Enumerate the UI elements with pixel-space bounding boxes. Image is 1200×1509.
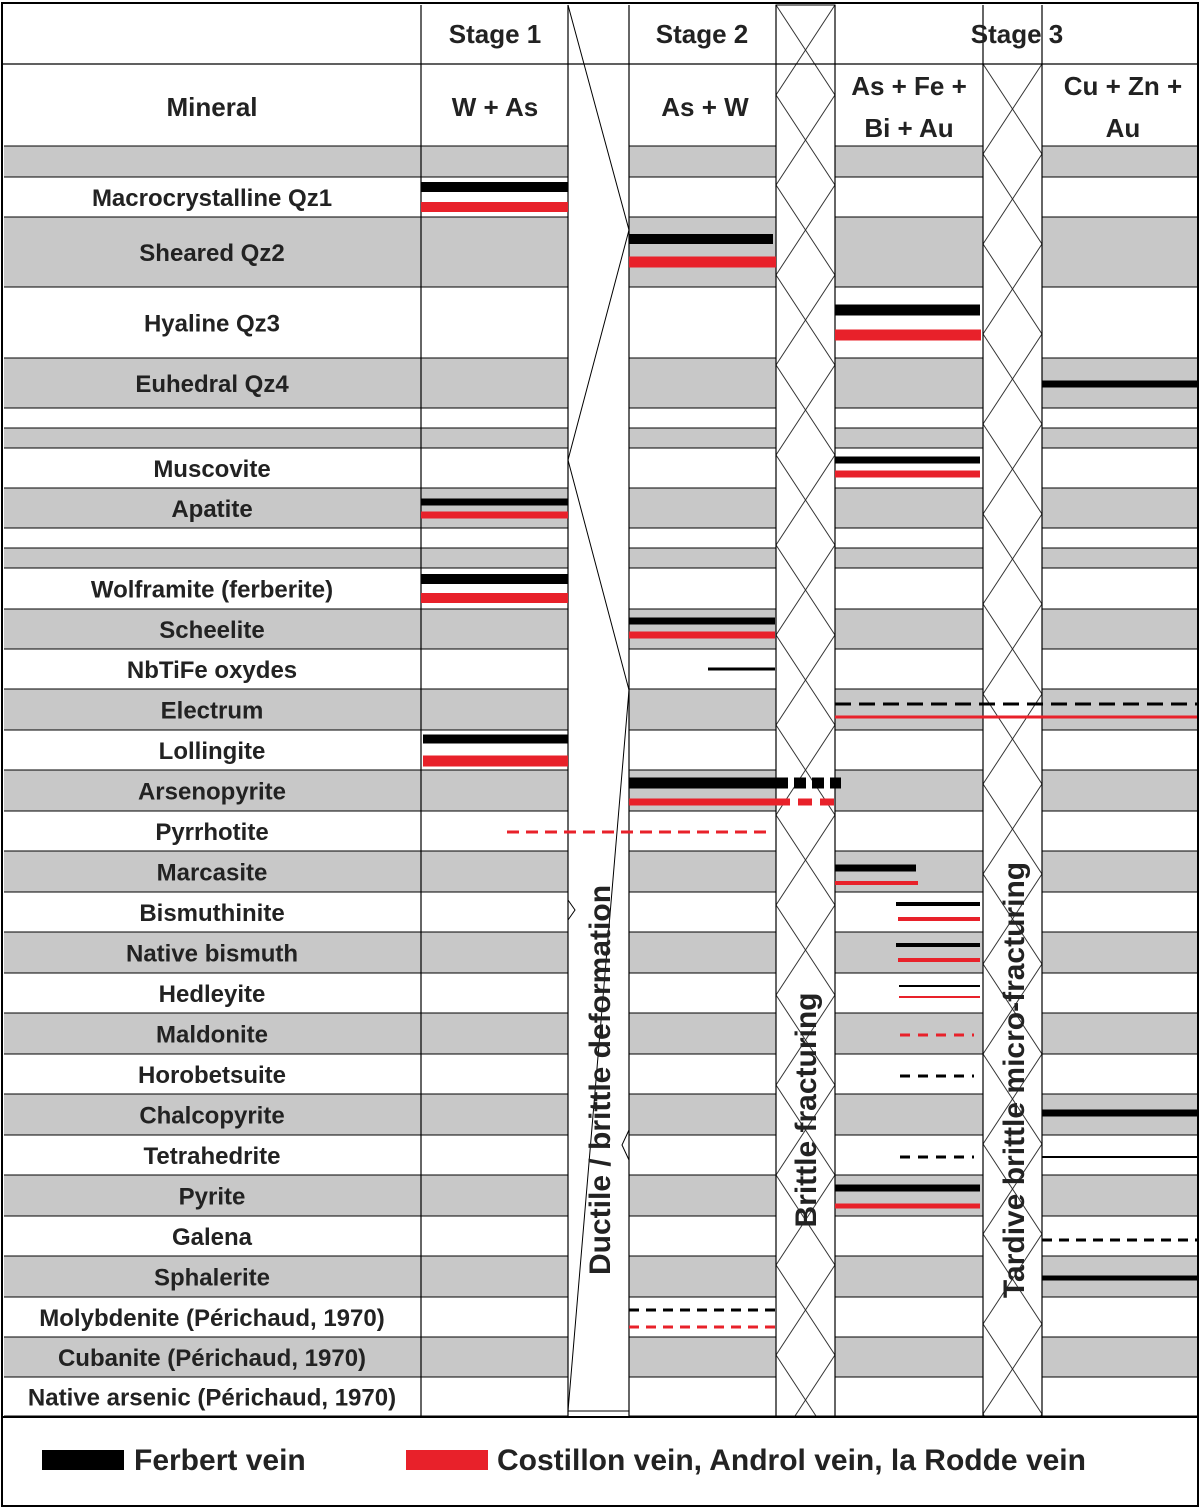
row-shade [629, 1175, 776, 1216]
row-shade [629, 932, 776, 973]
row-shade [421, 689, 568, 730]
mineral-label: Hedleyite [158, 981, 266, 1008]
brittle-label: Brittle fracturing [790, 992, 823, 1228]
row-shade [421, 488, 568, 528]
mineral-label: Molybdenite (Périchaud, 1970) [39, 1305, 385, 1332]
row-shade [421, 609, 568, 649]
row-shade [1042, 428, 1197, 448]
row-shade [629, 609, 776, 649]
legend-costillon-swatch [406, 1450, 488, 1470]
mineral-label: Electrum [160, 697, 264, 725]
tardive-label: Tardive brittle micro-fracturing [998, 861, 1031, 1299]
row-shade [1042, 548, 1197, 568]
row-shade [629, 851, 776, 892]
mineral-label: Tetrahedrite [143, 1143, 281, 1170]
mineral-label: Wolframite (ferberite) [90, 576, 334, 604]
row-shade [421, 217, 568, 287]
row-shade [835, 770, 983, 811]
mineral-label: Arsenopyrite [137, 778, 287, 806]
row-shade [4, 146, 421, 177]
mineral-label: Sheared Qz2 [139, 240, 285, 267]
row-shade [421, 932, 568, 973]
stage3b-subheader-line1: Cu + Zn + [1063, 71, 1183, 101]
row-shade [629, 1013, 776, 1054]
mineral-label: Macrocrystalline Qz1 [91, 185, 333, 212]
row-shade [1042, 851, 1197, 892]
row-shade [1042, 1337, 1197, 1377]
row-shade [1042, 770, 1197, 811]
row-shade [835, 488, 983, 528]
row-shade [1042, 609, 1197, 649]
row-shade [629, 1256, 776, 1297]
mineral-label: Cubanite (Périchaud, 1970) [57, 1345, 367, 1372]
row-shade [629, 146, 776, 177]
row-shade [1042, 488, 1197, 528]
stage3a-subheader-line2: Bi + Au [864, 113, 954, 143]
mineral-label: Horobetsuite [137, 1062, 287, 1089]
row-shade [1042, 689, 1197, 730]
stage3b-subheader-line2: Au [1105, 113, 1141, 143]
mineral-label: Maldonite [156, 1021, 268, 1049]
stage2-subheader: As + W [661, 92, 749, 122]
mineral-label: Sphalerite [153, 1264, 271, 1292]
row-shade [421, 1256, 568, 1297]
row-shade [421, 428, 568, 448]
stage1-header: Stage 1 [448, 19, 542, 49]
row-shade [421, 1337, 568, 1377]
legend-ferbert-label: Ferbert vein [134, 1444, 306, 1477]
row-shade [835, 609, 983, 649]
mineral-label: Apatite [171, 496, 253, 523]
row-shade [4, 548, 421, 568]
row-shade [629, 689, 776, 730]
stage1-subheader: W + As [451, 92, 539, 122]
row-shade [835, 932, 983, 973]
row-shade [421, 770, 568, 811]
row-shade [421, 548, 568, 568]
row-shade [835, 1175, 983, 1216]
row-shade [835, 689, 983, 730]
mineral-label: Galena [171, 1224, 253, 1251]
mineral-label: Native arsenic (Périchaud, 1970) [27, 1384, 397, 1412]
row-shade [629, 428, 776, 448]
row-shade [835, 1337, 983, 1377]
mineral-label: Native bismuth [125, 940, 299, 968]
stage2-header: Stage 2 [655, 19, 749, 49]
row-shade [835, 1094, 983, 1135]
row-shade [1042, 146, 1197, 177]
row-shade [421, 1094, 568, 1135]
row-shade [835, 428, 983, 448]
mineral-label: Lollingite [158, 738, 266, 765]
legend-costillon-label: Costillon vein, Androl vein, la Rodde vein [497, 1444, 1086, 1477]
row-shade [4, 428, 421, 448]
row-shade [1042, 932, 1197, 973]
row-shade [629, 217, 776, 287]
mineral-label: Scheelite [159, 617, 265, 644]
row-shade [835, 1256, 983, 1297]
mineral-label: Marcasite [156, 859, 268, 887]
mineral-label: Hyaline Qz3 [143, 310, 281, 338]
row-shade [629, 1094, 776, 1135]
mineral-label: Muscovite [153, 456, 271, 483]
row-shade [421, 851, 568, 892]
row-shade [629, 358, 776, 408]
row-shade [629, 488, 776, 528]
row-shade [835, 146, 983, 177]
stage3-header: Stage 3 [970, 19, 1064, 49]
row-shade [1042, 1013, 1197, 1054]
row-shade [421, 1013, 568, 1054]
row-shade [1042, 1175, 1197, 1216]
row-shade [421, 1175, 568, 1216]
mineral-label: Bismuthinite [139, 900, 285, 927]
mineral-label: NbTiFe oxydes [126, 657, 298, 684]
mineral-header: Mineral [166, 92, 258, 122]
row-shade [835, 217, 983, 287]
stage3a-subheader-line1: As + Fe + [851, 71, 967, 101]
mineral-label: Euhedral Qz4 [135, 371, 289, 398]
row-shade [629, 1337, 776, 1377]
row-shade [1042, 217, 1197, 287]
row-shade [421, 358, 568, 408]
row-shade [629, 548, 776, 568]
row-shade [835, 358, 983, 408]
row-shade [835, 548, 983, 568]
mineral-label: Chalcopyrite [139, 1102, 285, 1130]
mineral-label: Pyrrhotite [155, 819, 269, 846]
row-shade [421, 146, 568, 177]
ductile-label: Ductile / brittle deformation [584, 884, 617, 1276]
legend-ferbert-swatch [42, 1450, 124, 1470]
mineral-label: Pyrite [178, 1183, 246, 1211]
